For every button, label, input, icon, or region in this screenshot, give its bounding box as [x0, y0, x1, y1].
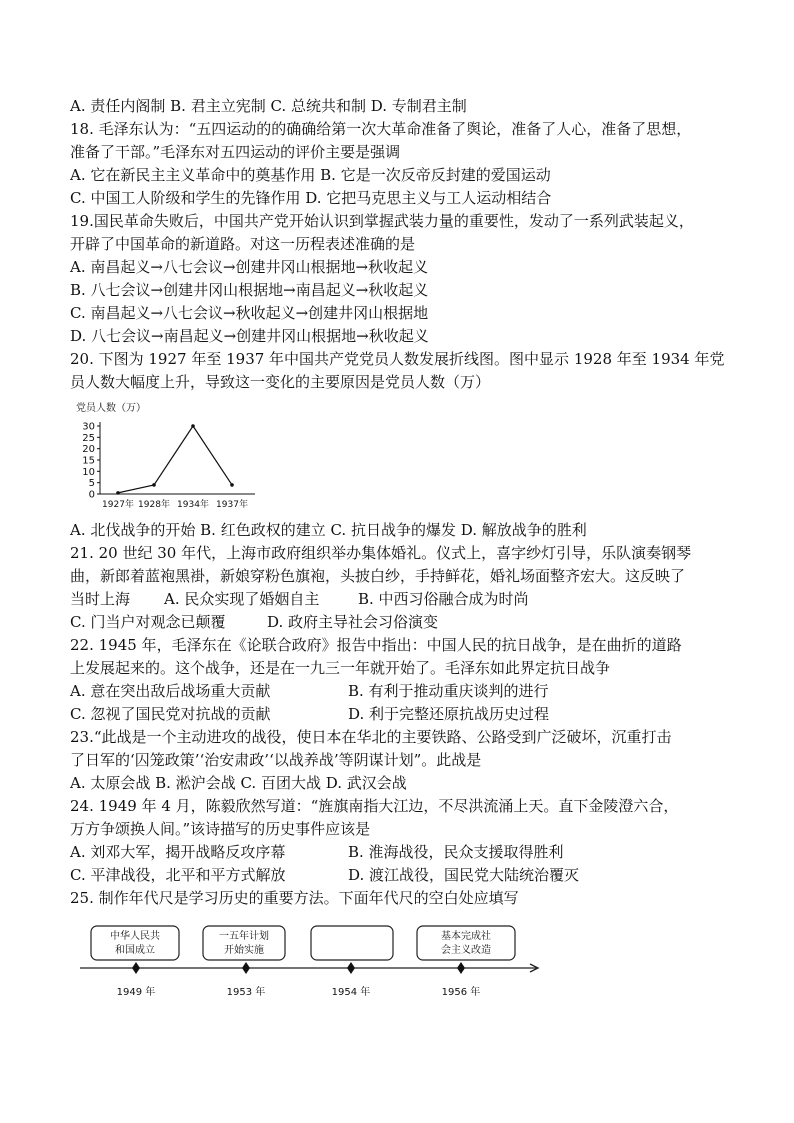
- q19-stem-line1: 19.国民革命失败后，中国共产党开始认识到掌握武装力量的重要性，发动了一系列武装起义，: [70, 212, 694, 230]
- q24-option-c: C. 平津战役，北平和平方式解放: [70, 866, 286, 884]
- q23-stem-line2: 了日军的‘囚笼政策’‘治安肃政’‘以战养战’等阴谋计划”。此战是: [70, 751, 482, 769]
- q21-option-c: C. 门当户对观念已颠覆: [70, 613, 226, 631]
- q24-stem-line1: 24. 1949 年 4 月，陈毅欣然写道：“旌旗南指大江边，不尽洪流涌上天。直下金陵澄六合，: [70, 797, 679, 815]
- timeline-year-1949: 1949 年: [116, 987, 156, 998]
- q19-option-c: C. 南昌起义→八七会议→秋收起义→创建井冈山根据地: [70, 304, 429, 322]
- chart-title: 党员人数（万）: [76, 403, 146, 414]
- q23-stem-line1: 23.“此战是一个主动进攻的战役，使日本在华北的主要铁路、公路受到广泛破坏，沉重打击: [70, 728, 672, 746]
- q24-option-a: A. 刘邓大军，揭开战略反攻序幕: [70, 843, 286, 861]
- q22-stem-line2: 上发展起来的。这个战争，还是在一九三一年就开始了。毛泽东如此界定抗日战争: [70, 659, 611, 677]
- timeline-year-1956: 1956 年: [441, 987, 481, 998]
- timeline-box-1954-blank: [311, 926, 393, 960]
- q18-option-cd: C. 中国工人阶级和学生的先锋作用 D. 它把马克思主义与工人运动相结合: [70, 189, 552, 207]
- timeline-ruler: [75, 920, 555, 1010]
- q25-stem: 25. 制作年代尺是学习历史的重要方法。下面年代尺的空白处应填写: [70, 889, 519, 907]
- chart-data-point: [191, 424, 195, 428]
- q19-option-a: A. 南昌起义→八七会议→创建井冈山根据地→秋收起义: [70, 258, 429, 276]
- q21-option-d: D. 政府主导社会习俗演变: [267, 613, 439, 631]
- q21-stem-line2: 曲，新郎着蓝袍黑褂，新娘穿粉色旗袍，头披白纱，手持鲜花，婚礼场面整齐宏大。这反映了: [70, 567, 686, 585]
- q17-options: A. 责任内阁制 B. 君主立宪制 C. 总统共和制 D. 专制君主制: [70, 97, 467, 115]
- q21-stem-line3: 当时上海: [70, 590, 131, 608]
- chart-x-tick-label: 1927年: [102, 500, 134, 510]
- q18-option-ab: A. 它在新民主主义革命中的奠基作用 B. 它是一次反帝反封建的爱国运动: [70, 166, 551, 184]
- chart-y-tick-label: 5: [88, 478, 95, 490]
- q19-option-b: B. 八七会议→创建井冈山根据地→南昌起义→秋收起义: [70, 281, 429, 299]
- q20-stem-line1: 20. 下图为 1927 年至 1937 年中国共产党党员人数发展折线图。图中显示 1928 年至 1934 年党: [70, 350, 725, 368]
- chart-y-tick-label: 30: [82, 421, 95, 433]
- chart-x-tick-label: 1937年: [216, 500, 248, 510]
- chart-x-tick-label: 1928年: [138, 500, 170, 510]
- chart-y-tick-label: 25: [82, 432, 95, 444]
- q21-option-b: B. 中西习俗融合成为时尚: [358, 590, 529, 608]
- chart-y-tick-label: 15: [82, 455, 95, 467]
- timeline-diamond-1953: [242, 962, 250, 974]
- chart-y-tick-label: 0: [88, 489, 95, 501]
- timeline-year-1954: 1954 年: [331, 987, 371, 998]
- q22-option-b: B. 有利于推动重庆谈判的进行: [348, 682, 549, 700]
- chart-data-point: [230, 483, 234, 487]
- chart-series-line: [118, 426, 232, 493]
- chart-data-point: [116, 491, 120, 495]
- q23-options: A. 太原会战 B. 淞沪会战 C. 百团大战 D. 武汉会战: [70, 774, 407, 792]
- timeline-box-1953-line1: 一五年计划: [219, 931, 269, 942]
- chart-x-tick-label: 1934年: [177, 500, 209, 510]
- timeline-diamond-1954: [347, 962, 355, 974]
- timeline-year-1953: 1953 年: [226, 987, 266, 998]
- q22-option-d: D. 利于完整还原抗战历史过程: [348, 705, 550, 723]
- q22-option-c: C. 忽视了国民党对抗战的贡献: [70, 705, 271, 723]
- q22-option-a: A. 意在突出敌后战场重大贡献: [70, 682, 271, 700]
- q20-options: A. 北伐战争的开始 B. 红色政权的建立 C. 抗日战争的爆发 D. 解放战争的胜利: [70, 521, 587, 539]
- timeline-diamond-1956: [457, 962, 465, 974]
- q21-option-a: A. 民众实现了婚姻自主: [164, 590, 320, 608]
- q22-stem-line1: 22. 1945 年，毛泽东在《论联合政府》报告中指出：中国人民的抗日战争，是在曲折的道路: [70, 636, 682, 654]
- party-members-line-chart: [70, 398, 270, 516]
- timeline-diamond-1949: [132, 962, 140, 974]
- chart-y-tick-label: 20: [82, 444, 95, 456]
- timeline-box-1956-line2: 会主义改造: [441, 945, 491, 956]
- q24-option-d: D. 渡江战役，国民党大陆统治覆灭: [348, 866, 580, 884]
- q18-stem-line1: 18. 毛泽东认为：“五四运动的的确确给第一次大革命准备了舆论，准备了人心，准备了思想，: [70, 120, 692, 138]
- q19-option-d: D. 八七会议→南昌起义→创建井冈山根据地→秋收起义: [70, 327, 429, 345]
- q20-stem-line2: 员人数大幅度上升，导致这一变化的主要原因是党员人数（万）: [70, 373, 491, 391]
- timeline-box-1956-line1: 基本完成社: [441, 931, 491, 942]
- q24-option-b: B. 淮海战役，民众支援取得胜利: [348, 843, 564, 861]
- chart-y-tick-label: 10: [82, 466, 95, 478]
- chart-data-point: [152, 483, 156, 487]
- q19-stem-line2: 开辟了中国革命的新道路。对这一历程表述准确的是: [70, 235, 416, 253]
- timeline-box-1953-line2: 开始实施: [224, 945, 264, 956]
- timeline-box-1949-line2: 和国成立: [115, 945, 155, 956]
- q18-stem-line2: 准备了干部。”毛泽东对五四运动的评价主要是强调: [70, 143, 401, 161]
- timeline-box-1949-line1: 中华人民共: [110, 931, 160, 942]
- q24-stem-line2: 万方争颂换人间。”该诗描写的历史事件应该是: [70, 820, 371, 838]
- q21-stem-line1: 21. 20 世纪 30 年代，上海市政府组织举办集体婚礼。仪式上，喜字纱灯引导，乐队演奏钢琴: [70, 544, 692, 562]
